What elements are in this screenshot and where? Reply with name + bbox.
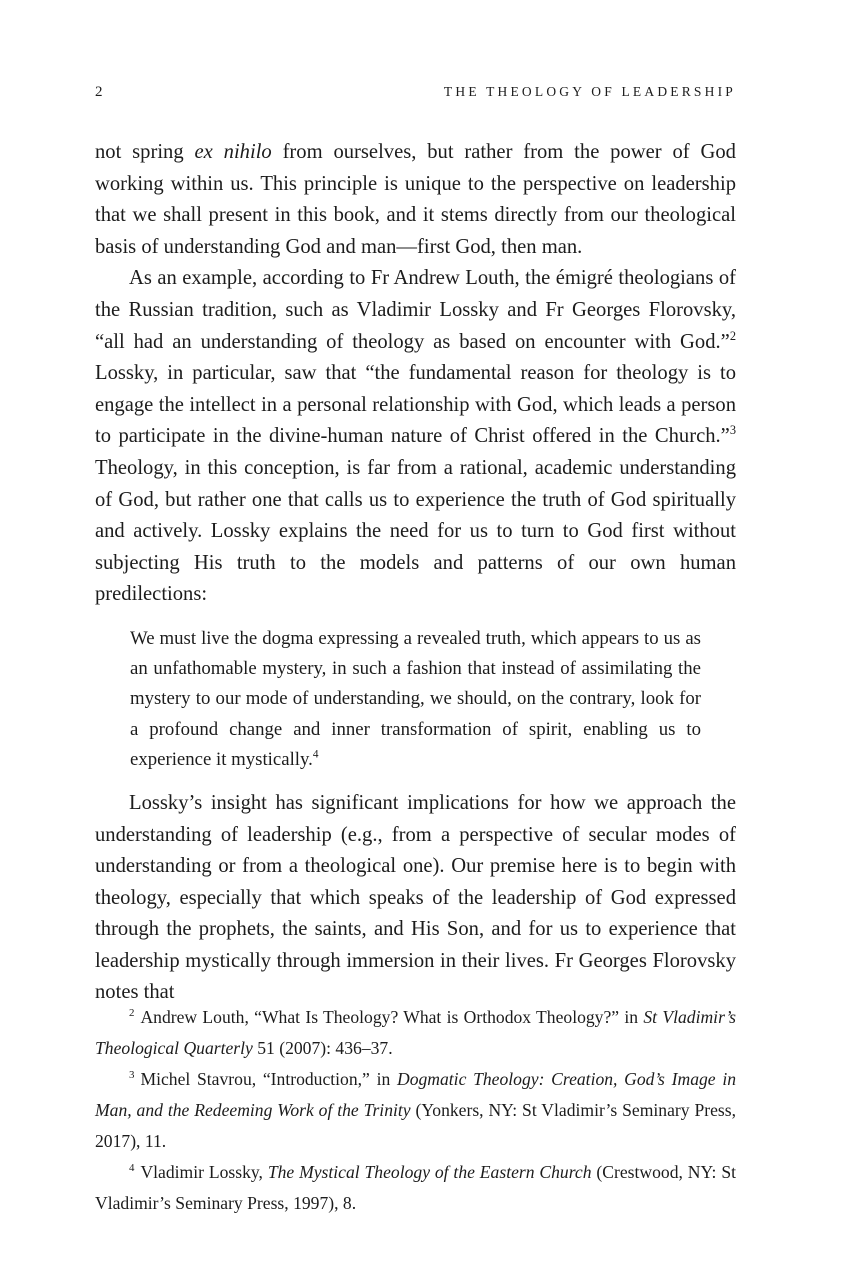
footnote-number: 3 (129, 1069, 135, 1082)
footnote-title: The Mystical Theology of the Eastern Church (267, 1162, 592, 1182)
block-quote (130, 624, 701, 775)
book-page (95, 0, 736, 1280)
paragraph-2-text-b: Lossky, in particular, saw that “the fundamental reason for theology is to engage the intellect in a personal relationship with God, which leads a person to participate in the divine-human nature of Christ offered in the Church.” (95, 362, 736, 448)
footnote-number: 4 (129, 1162, 135, 1175)
block-quote-text: We must live the dogma expressing a revealed truth, which appears to us as an unfathomable mystery, in such a fashion that instead of assimilating the mystery to our mode of understanding, we should, on the contrary, look for a profound change and inner transformation of spirit, enabling us to experience it mystically. (130, 627, 701, 770)
footnote-text: (Yonkers, NY: St Vladimir’s Seminary Press, 2017), 11. (95, 1100, 736, 1151)
footnote-text: (Crestwood, NY: St Vladimir’s Seminary Press, 1997), 8. (95, 1162, 736, 1213)
footnote-3 (95, 1064, 736, 1157)
paragraph-1-text-c: from ourselves, but rather from the power of God working within us. This principle is unique to the perspective on leadership that we shall present in this book, and it stems directly from our theological basis of understanding God and man—first God, then man. (95, 141, 736, 258)
paragraph-1-text-a: not spring (95, 141, 195, 163)
footnote-text: 51 (2007): 436–37. (252, 1038, 393, 1058)
footnote-4 (95, 1157, 736, 1219)
running-head (95, 84, 736, 104)
footnote-title: Dogmatic Theology: Creation, God’s Image in Man, and the Redeeming Work of the Trinity (95, 1069, 736, 1120)
paragraph-2-text-c: Theology, in this conception, is far from a rational, academic understanding of God, but rather one that calls us to experience the truth of God spiritually and actively. Lossky explains the need for us to turn to God first without subjecting His truth to the models and patterns of our own human predilections: (95, 456, 736, 606)
footnote-number: 2 (129, 1007, 135, 1020)
footnote-text: Andrew Louth, “What Is Theology? What is Orthodox Theology?” in (140, 1007, 644, 1027)
footnote-text: Michel Stavrou, “Introduction,” in (140, 1069, 397, 1089)
footnote-ref-3: 3 (729, 423, 736, 438)
paragraph-1-italic: ex nihilo (194, 141, 272, 163)
paragraph-3: Lossky’s insight has significant implications for how we approach the understanding of leadership (e.g., from a perspective of secular modes of understanding or from a theological one). Our premise here is to begin with theology, especially that which speaks of the leadership of God expressed through the prophets, the saints, and His Son, and for us to experience that leadership mystically through immersion in their lives. Fr Georges Florovsky notes that (95, 791, 736, 1004)
paragraph-2 (95, 263, 736, 611)
body-text (95, 137, 736, 1009)
footnote-ref-2: 2 (729, 328, 736, 343)
footnote-2 (95, 1002, 736, 1064)
paragraph-1 (95, 137, 736, 263)
page-number: 2 (95, 84, 103, 100)
footnotes (95, 1002, 736, 1219)
footnote-text: Vladimir Lossky, (140, 1162, 268, 1182)
paragraph-2-text-a: As an example, according to Fr Andrew Louth, the émigré theologians of the Russian tradition, such as Vladimir Lossky and Fr Georges Florovsky, “all had an understanding of theology as based on encounter with God.” (95, 267, 736, 353)
running-head-title: THE THEOLOGY OF LEADERSHIP (443, 84, 736, 99)
footnote-ref-4: 4 (312, 748, 319, 761)
footnote-title: St Vladimir’s Theological Quarterly (95, 1007, 736, 1058)
